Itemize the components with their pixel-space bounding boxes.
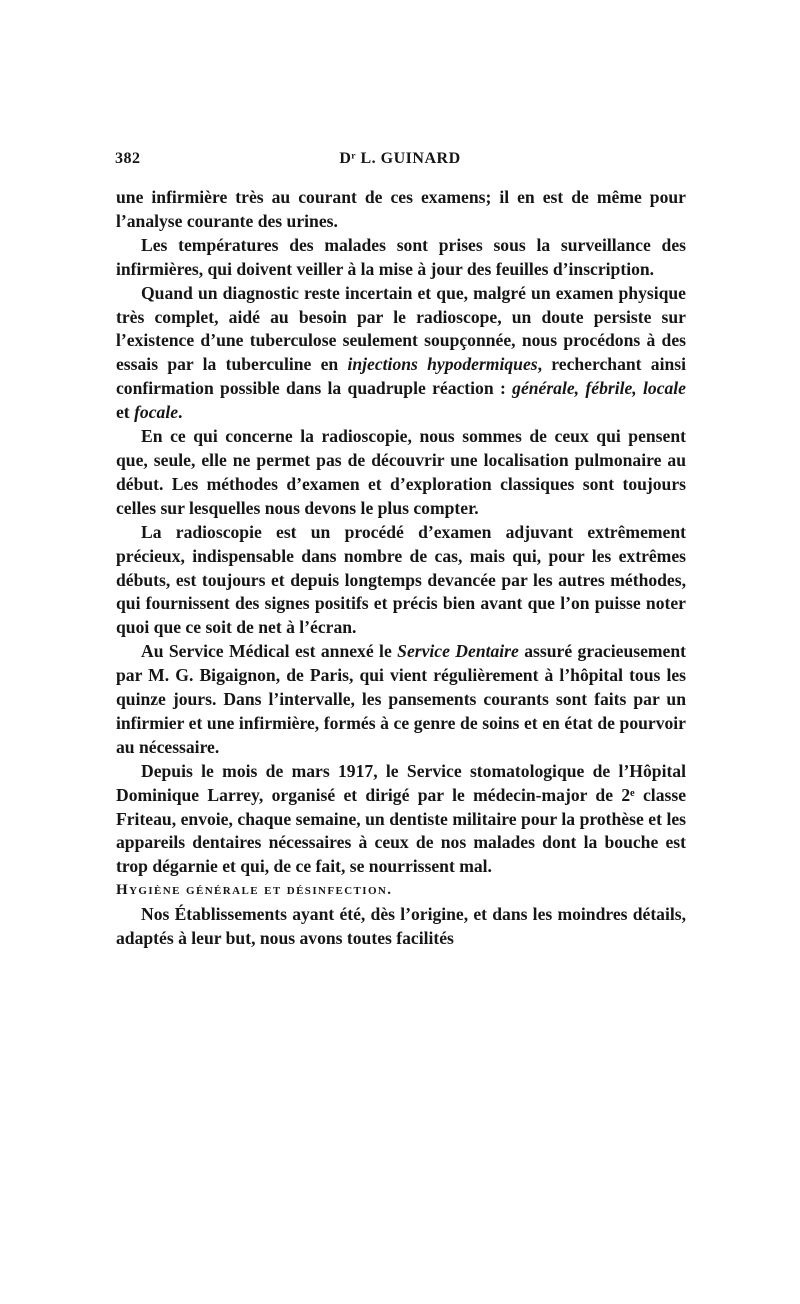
text-run: Quand un diagnostic reste incertain et que, malgré un examen physique très complet, aidé au besoin par le radioscope, un doute persiste sur l’existence d’une tuberculose seulement soupçonnée, nous procédons à des essais par la tuberculine en	[116, 282, 686, 375]
text-run: Au Service Médical est annexé le	[141, 641, 398, 662]
paragraph-p7	[116, 760, 686, 880]
body-text	[116, 186, 686, 951]
italic-text: focale	[134, 402, 179, 423]
closing-paragraph-container	[116, 903, 686, 951]
italic-text: générale, fébrile, locale	[512, 378, 686, 399]
text-run: .	[178, 402, 183, 423]
running-title: Dʳ L. GUINARD	[339, 150, 461, 167]
paragraph-p5	[116, 521, 686, 641]
italic-text: Service Dentaire	[397, 641, 519, 662]
text-run: En ce qui concerne la radioscopie, nous sommes de ceux qui pensent que, seule, elle ne permet pas de découvrir une localisation pulmonaire au début. Les méthodes d’examen et d’exploration classiques sont toujours celles sur lesquelles nous devons le plus compter.	[116, 426, 686, 518]
paragraph-p2	[116, 234, 686, 282]
paragraph-p8	[116, 903, 686, 951]
paragraph-p1	[116, 186, 686, 234]
text-run: une infirmière très au courant de ces examens; il en est de même pour l’analyse courante des urines.	[116, 187, 686, 231]
text-run: Depuis le mois de mars 1917, le Service stomatologique de l’Hôpital Dominique Larrey, organisé et dirigé par le médecin-major de 2ᵉ classe Friteau, envoie, chaque semaine, un dentiste militaire pour la prothèse et les appareils dentaires nécessaires à ceux de nos malades dont la bouche est trop dégarnie et qui, de ce fait, se nourrissent mal.	[116, 760, 686, 877]
text-run: Les températures des malades sont prises sous la surveillance des infirmières, qui doivent veiller à la mise à jour des feuilles d’inscription.	[116, 234, 686, 279]
text-run: , recherchant ainsi confirmation possible dans la quadruple réaction :	[116, 354, 686, 399]
paragraph-p4	[116, 425, 686, 521]
text-run: et	[116, 402, 135, 423]
running-header	[115, 150, 685, 174]
paragraph-p6	[116, 640, 686, 760]
text-run: assuré gracieusement par M. G. Bigaignon, de Paris, qui vient régulièrement à l’hôpital tous les quinze jours. Dans l’intervalle, les pansements courants sont faits par un infirmier et une infirmière, formés à ce genre de soins et en état de pourvoir au nécessaire.	[116, 641, 686, 757]
paragraph-p3	[116, 282, 686, 425]
paragraph-list	[116, 186, 686, 879]
page-number: 382	[115, 150, 141, 167]
text-run: Nos Établissements ayant été, dès l’origine, et dans les moindres détails, adaptés à leur but, nous avons toutes facilités	[116, 904, 686, 949]
section-heading: Hygiène générale et désinfection.	[116, 882, 393, 899]
text-run: La radioscopie est un procédé d’examen adjuvant extrêmement précieux, indispensable dans nombre de cas, mais qui, pour les extrêmes débuts, est toujours et depuis longtemps devancée par les autres méthodes, qui fournissent des signes positifs et précis bien avant que l’on puisse noter quoi que ce soit de net à l’écran.	[116, 521, 686, 638]
italic-text: injections hypodermiques	[347, 354, 538, 375]
